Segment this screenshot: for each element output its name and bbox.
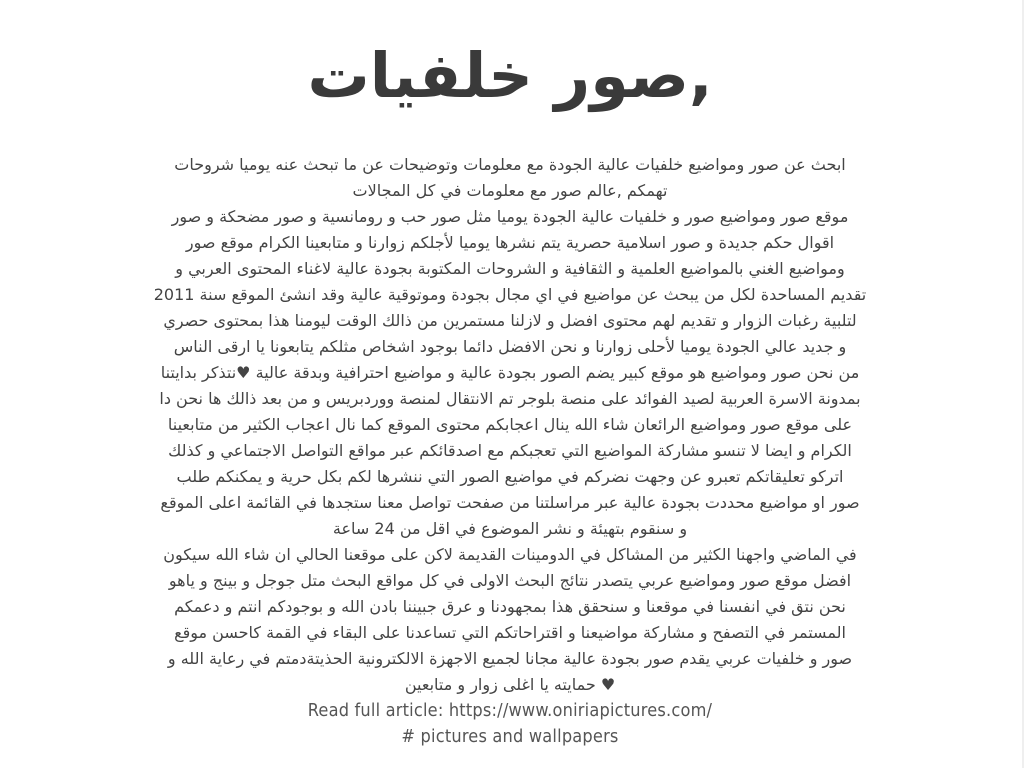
article [100,30,920,750]
article-body-line: ♥ حمايته يا اغلى زوار و متابعين [404,675,616,694]
article-body-line: من نحن صور ومواضيع هو موقع كبير يضم الصور بجودة عالية و مواضيع احترافية وبدقة عالية ♥نتذكر بدايتنا [160,363,860,382]
read-full-article-text[interactable]: Read full article: https://www.oniriapictures.com/ [307,700,713,721]
article-body [100,152,920,698]
article-body-line: بمدونة الاسرة العربية لصيد الفوائد على منصة بلوجر تم الانتقال لمنصة ووردبريس و من بعد ذالك ها نحن دا [159,389,861,408]
article-body-line: المستمر في التصفح و مشاركة مواضيعنا و اقتراحاتكم التي تساعدنا على البقاء في القمة كاحسن موقع [174,623,846,642]
hashtag-link[interactable] [100,724,920,750]
article-body-line: على موقع صور ومواضيع الرائعان شاء الله ينال اعجابكم محتوى الموقع كما نال اعجاب الكثير من متابعينا [167,415,853,434]
article-body-line: افضل موقع صور ومواضيع عربي يتصدر نتائج البحث الاولى في كل مواقع البحث متل جوجل و بينج و ياهو [168,571,852,590]
article-body-line: نحن نتق في انفسنا في موقعنا و سنحقق هذا بمجهودنا و عرق جبيننا بادن الله و بوجودكم انتم و دعمكم [174,597,846,616]
article-body-line: موقع صور ومواضيع صور و خلفيات عالية الجودة يوميا مثل صور حب و رومانسية و صور مضحكة و صور [171,207,849,226]
article-body-line: في الماضي واجهنا الكثير من المشاكل في الدومينات القديمة لاكن على موقعنا الحالي ان شاء الله سيكون [163,545,857,564]
article-body-line: اتركو تعليقاتكم تعبرو عن وجهت نضركم في مواضيع الصور التي ننشرها لكم بكل حرية و يمكنكم طلب [176,467,844,486]
article-body-line: تقديم المساحدة لكل من يبحث عن مواضيع في اي مجال بجودة وموتوقية عالية وقد انشئ الموقع سنة 2011 [153,285,867,304]
article-body-line: ومواضيع الغني بالمواضيع العلمية و الثقافية و الشروحات المكتوبة بجودة عالية لاغناء المحتوى العربي و [175,259,845,278]
read-full-article-link[interactable] [100,698,920,724]
article-body-line: تهمكم ,عالم صور مع معلومات في كل المجالات [352,181,668,200]
article-body-line: اقوال حكم جديدة و صور اسلامية حصرية يتم نشرها يوميا لأجلكم زوارنا و متابعينا الكرام موقع صور [185,233,835,252]
article-body-line: صور او مواضيع محددت بجودة عالية عبر مراسلتنا من صفحت تواصل معنا ستجدها في القائمة اعلى الموقع [160,493,860,512]
hashtag-text[interactable]: # pictures and wallpapers [401,726,619,747]
article-body-line: و جديد عالي الجودة يوميا لأحلى زوارنا و نحن الافضل دائما بوجود اشخاص مثلكم يتابعونا يا ارقى الناس [173,337,847,356]
article-body-line: ابحث عن صور ومواضيع خلفيات عالية الجودة مع معلومات وتوضيحات عن ما تبحث عنه يوميا شروحات [174,155,846,174]
article-body-line: و سنقوم بتهيئة و نشر الموضوع في اقل من 24 ساعة [332,519,688,538]
article-body-line: الكرام و ايضا لا تنسو مشاركة المواضيع التي تعجبكم مع اصدقائكم عبر مواقع التواصل الاجتماعي و كذلك [168,441,852,460]
article-body-line: لتلبية رغبات الزوار و تقديم لهم محتوى افضل و لازلنا مستمرين من ذالك الوقت ليومنا هذا بمحتوى حصري [163,311,857,330]
article-body-line: صور و خلفيات عربي يقدم صور بجودة عالية مجانا لجميع الاجهزة الالكترونية الحذيتةدمتم في رعاية الله و [167,649,853,668]
page-title: ,صور خلفيات [307,39,713,112]
